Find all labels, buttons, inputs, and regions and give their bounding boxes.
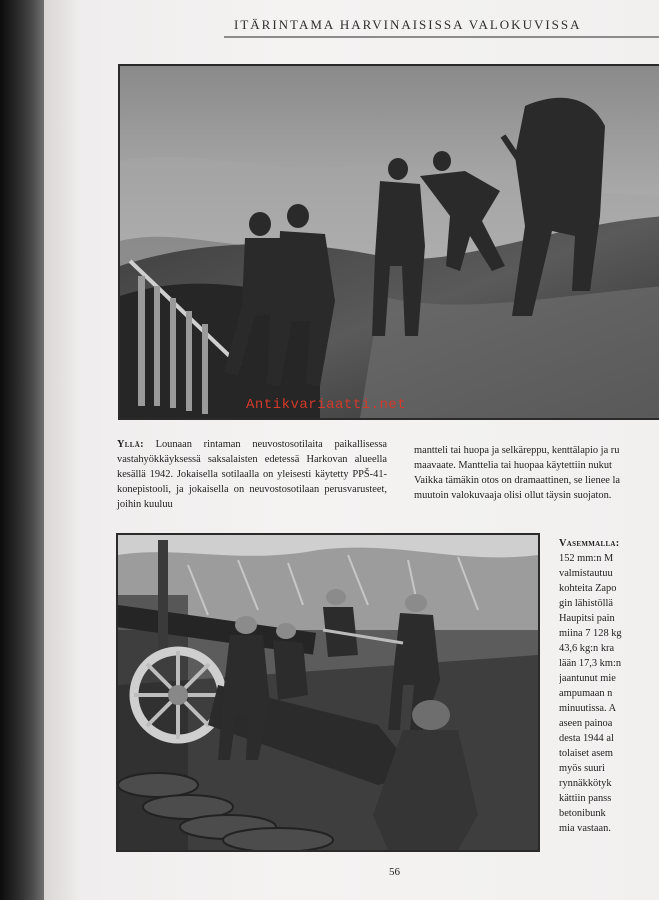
photo-soldiers-advancing [118,64,659,420]
caption-top-lead: Yllä: [117,439,144,450]
caption-side-line-10: ampumaan n [559,688,613,699]
caption-top-right-line-2: maavaate. Manttelia tai huopaa käytettiin nukut [414,460,612,471]
caption-side-line-15: myös suuri [559,763,605,774]
caption-side-line-6: miina 7 128 kg [559,628,622,639]
caption-side-line-13: desta 1944 al [559,733,614,744]
caption-top-right [414,443,659,503]
caption-side-line-17: kättiin panss [559,793,612,804]
caption-side-line-2: valmistautuu [559,568,613,579]
caption-top-right-line-4: muutoin valokuvaaja olisi ollut täysin suojaton. [414,490,612,501]
book-spine [0,0,46,900]
caption-side-line-8: lään 17,3 km:n [559,658,622,669]
book-page [44,0,659,900]
photo-soldiers-advancing-image [120,66,659,418]
caption-side-line-7: 43,6 kg:n kra [559,643,615,654]
caption-side-line-19: mia vastaan. [559,823,611,834]
header-rule [224,36,659,38]
caption-side-line-5: Haupitsi pain [559,613,615,624]
caption-side-line-4: gin lähistöllä [559,598,613,609]
caption-side-line-3: kohteita Zapo [559,583,617,594]
caption-side-line-16: rynnäkkötyk [559,778,612,789]
running-title: ITÄRINTAMA HARVINAISISSA VALOKUVISSA [234,17,582,32]
caption-top-right-line-1: mantteli tai huopa ja selkäreppu, kenttälapio ja ru [414,445,620,456]
caption-side-line-18: betonibunk [559,808,606,819]
caption-side-lead: Vasemmalla: [559,538,620,549]
caption-side [559,536,659,836]
photo-howitzer-crew-image [118,535,538,850]
caption-side-line-14: tolaiset asem [559,748,613,759]
caption-top-right-line-3: Vaikka tämäkin otos on dramaattinen, se lienee la [414,475,621,486]
caption-side-line-1: 152 mm:n M [559,553,614,564]
caption-top-text: Lounaan rintaman neuvostosotilaita paikallisessa vastahyökkäyksessä saksalaisten edetessä Harkovan alueella kesällä 1942. Jokaisella sotilaalla on yleisesti käytetty PPŠ-41-konepistooli, ja jokaisella on neuvostosotilaan perusvarusteet, joihin kuuluu [117,439,387,510]
page-number: 56 [389,866,400,878]
caption-side-line-9: jaantunut mie [559,673,616,684]
photo-howitzer-crew [116,533,540,852]
watermark: Antikvariaatti.net [246,397,407,413]
caption-side-line-12: aseen painoa [559,718,613,729]
caption-side-line-11: minuutissa. A [559,703,617,714]
caption-top-left [117,437,387,512]
